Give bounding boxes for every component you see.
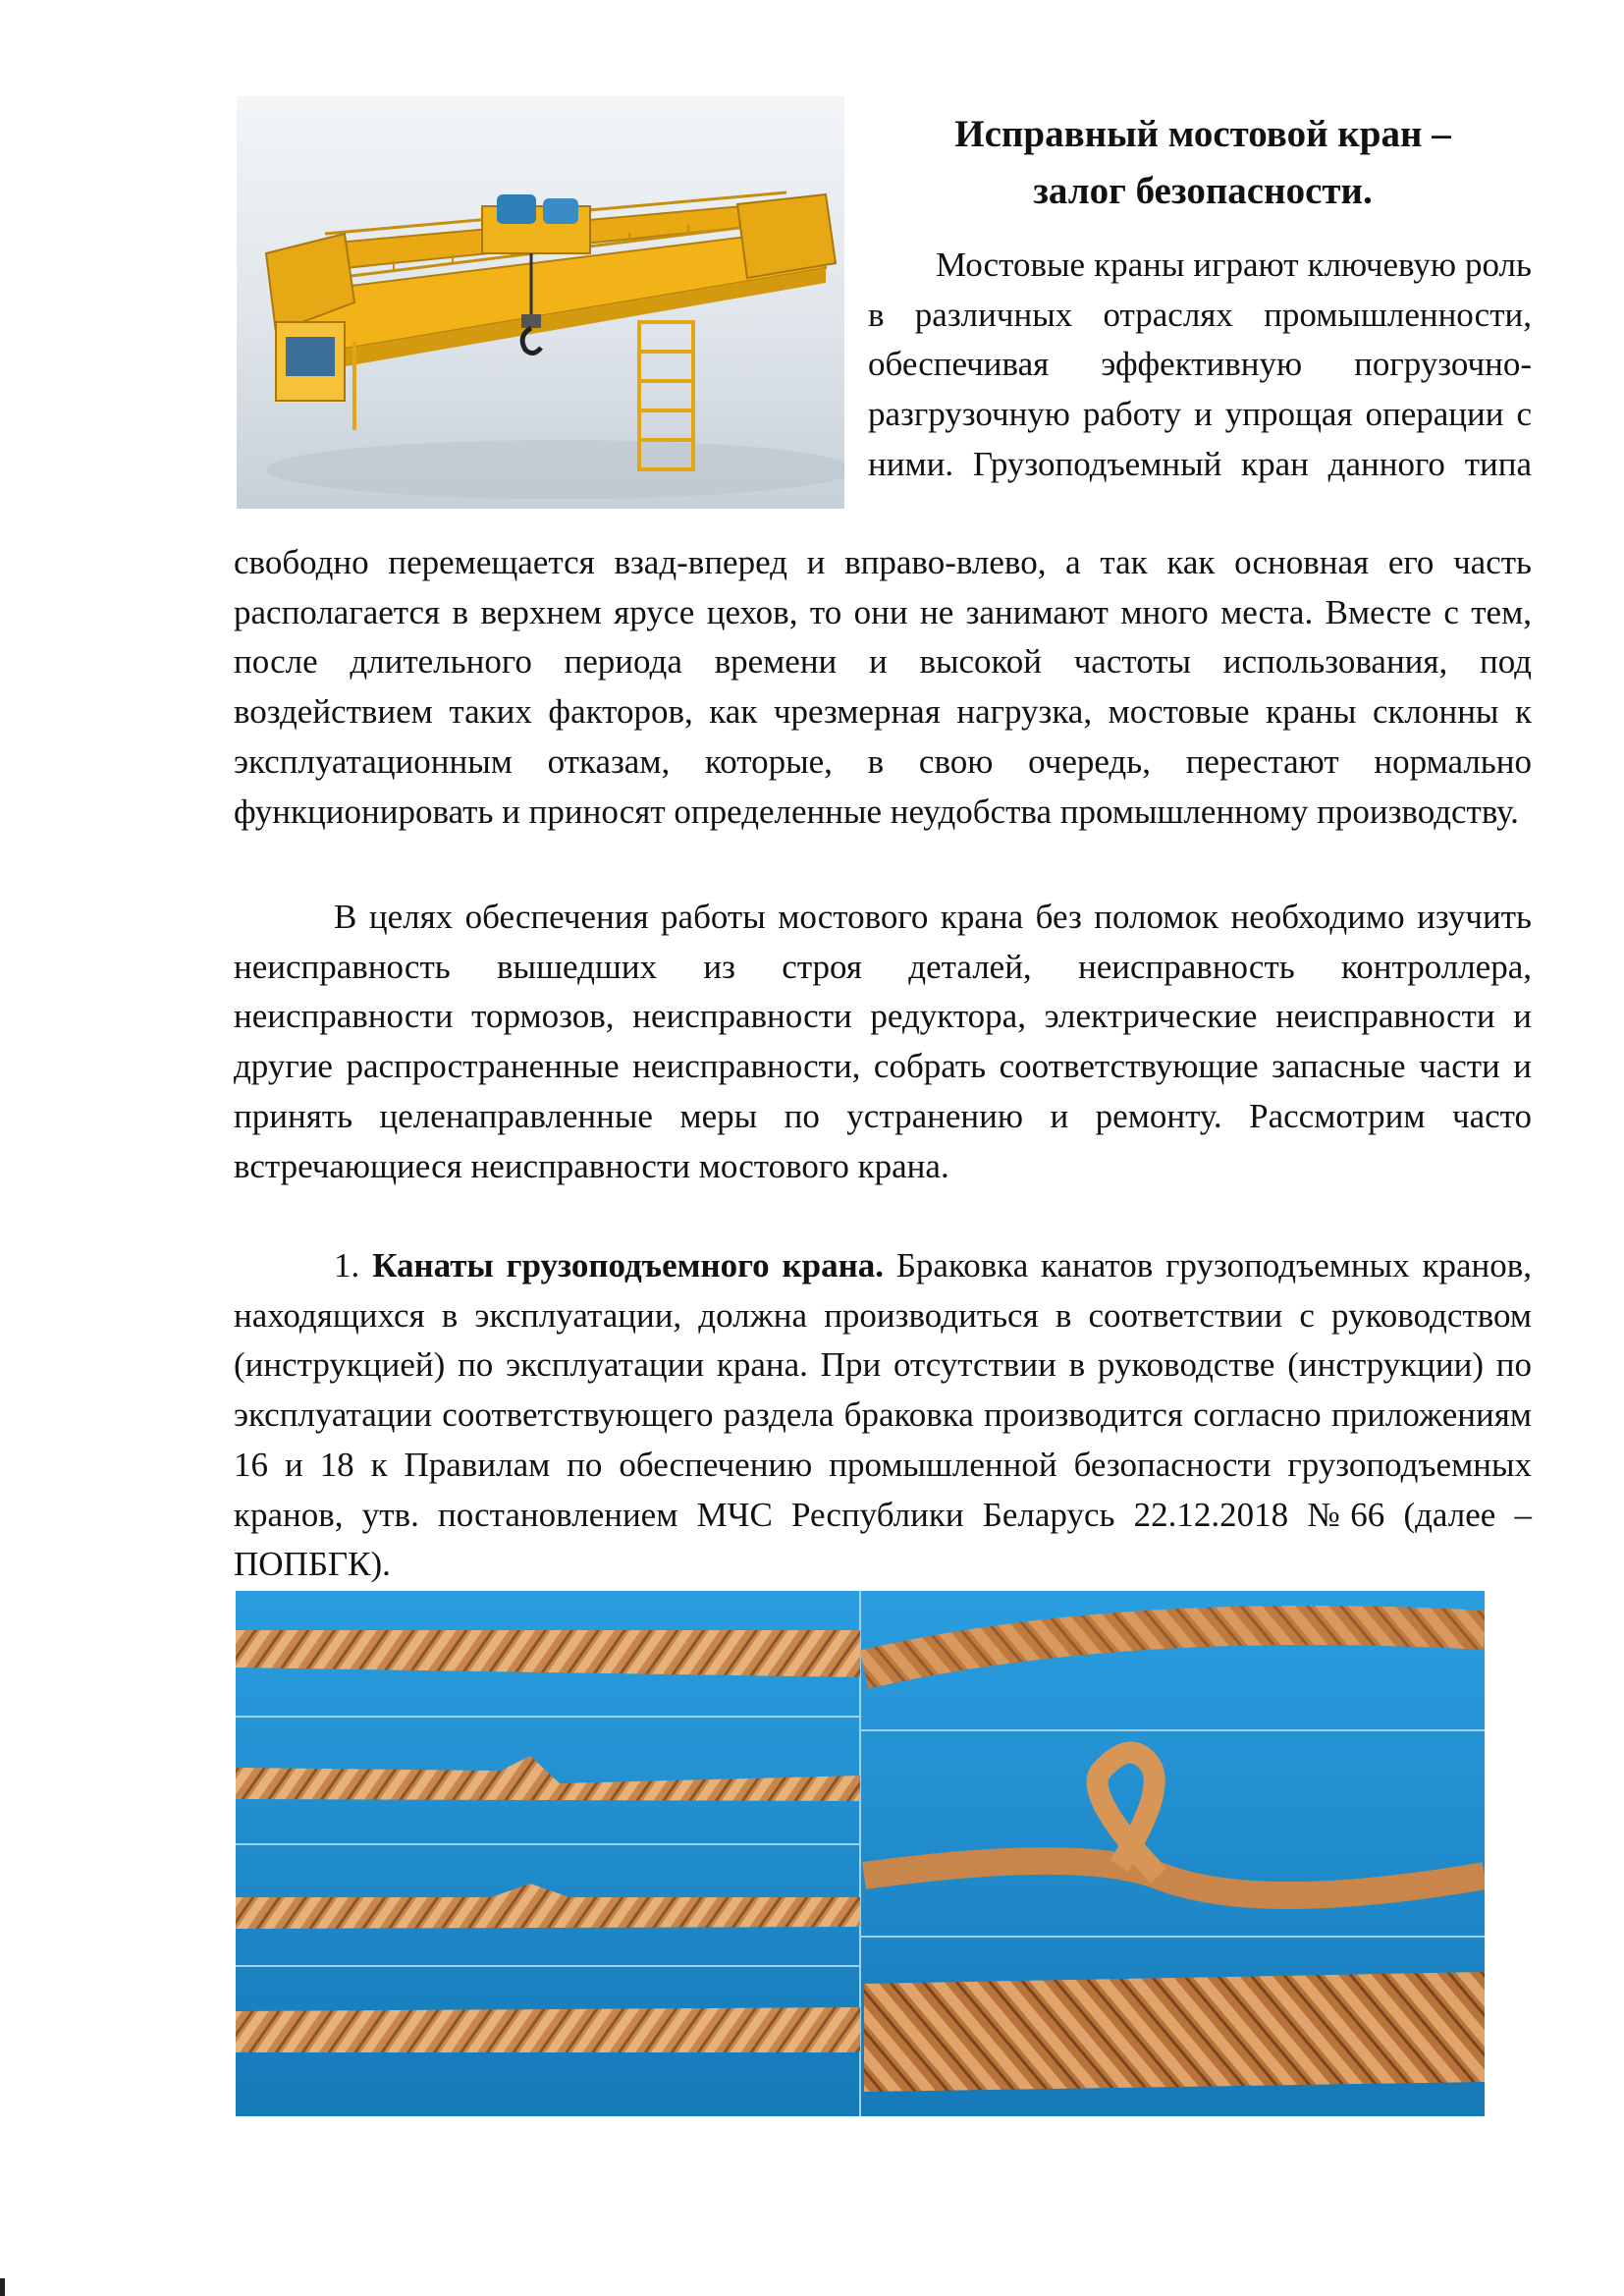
article-title [864,106,1542,220]
section-body: Браковка канатов грузоподъемных кранов, находящихся в эксплуатации, должна производиться в соответствии с руководством (инструкцией) по эксплуатации крана. При отсутствии в руководстве (инструкции) по эксплуатации соответствующего раздела браковка производится согласно приложениям 16 и 18 к Правилам по обеспечению промышленной безопасности грузоподъемных кранов, утв. постановлением МЧС Республики Беларусь 22.12.2018 №66 (далее – ПОПБГК). [234,1246,1532,1584]
wire-rope-illustration [236,1591,1485,2116]
section-heading: Канаты грузоподъемного крана. [372,1246,885,1285]
title-line-2: залог безопасности. [1033,170,1373,212]
list-number: 1. [334,1246,360,1285]
title-line-1: Исправный мостовой кран – [954,113,1451,155]
scan-edge-mark [0,2278,5,2296]
paragraph-1-intro: Мостовые краны играют ключевую роль в различных отраслях промышленности, обеспечивая эффективную погрузочно-разгрузочную работу и упрощая операции с ними. Грузоподъемный кран данного типа [868,246,1532,483]
paragraph-3 [234,1241,1532,1590]
paragraph-2: В целях обеспечения работы мостового крана без поломок необходимо изучить неисправность вышедших из строя деталей, неисправность контроллера, неисправности тормозов, неисправности редуктора, электрические неисправности и другие распространенные неисправности, собрать соответствующие запасные части и принять целенаправленные меры по устранению и ремонту. Рассмотрим часто встречающиеся неисправности мостового крана. [234,898,1532,1185]
bridge-crane-illustration [237,96,844,509]
wire-rope-defects-image [236,1591,1485,2116]
paragraph-1-continued: свободно перемещается взад-вперед и вправо-влево, а так как основная его часть располагается в верхнем ярусе цехов, то они не занимают много места. Вместе с тем, после длительного периода времени и высокой частоты использования, под воздействием таких факторов, как чрезмерная нагрузка, мостовые краны склонны к эксплуатационным отказам, которые, в свою очередь, перестают нормально функционировать и приносят определенные неудобства промышленному производству. [234,543,1532,831]
bridge-crane-image [237,96,844,509]
